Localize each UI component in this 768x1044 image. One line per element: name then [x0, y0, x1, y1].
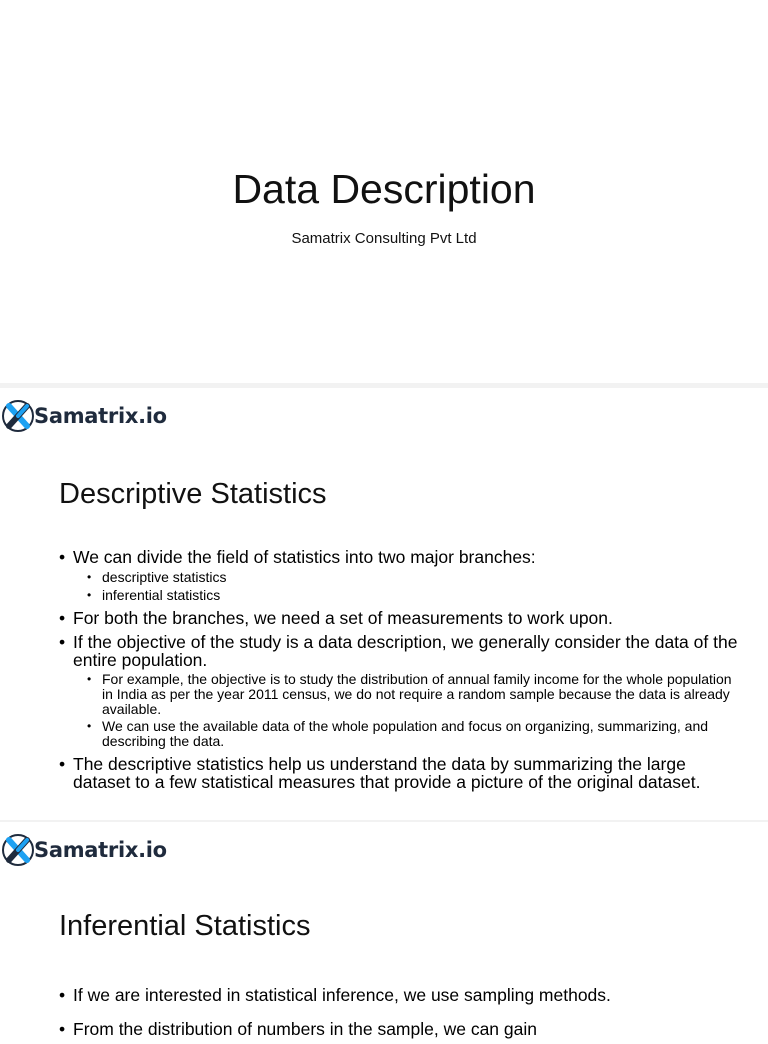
- bullet-text: If the objective of the study is a data description, we generally consider the data of the entire population.: [73, 632, 738, 670]
- sub-bullet-text: We can use the available data of the whole population and focus on organizing, summarizing, and describing the data.: [102, 718, 709, 749]
- logo-text: Samatrix.io: [34, 404, 167, 428]
- slide-title: Inferential Statistics: [59, 910, 311, 942]
- slide-subtitle: Samatrix Consulting Pvt Ltd: [291, 230, 477, 247]
- bullet-icon: •: [59, 608, 66, 628]
- bullet-icon: •: [59, 632, 66, 652]
- samatrix-logo: [2, 832, 167, 868]
- bullet-icon: •: [59, 1019, 66, 1039]
- bullet-list: [59, 986, 739, 1044]
- bullet-icon: •: [59, 754, 66, 774]
- bullet-icon: •: [87, 588, 92, 602]
- logo-text: Samatrix.io: [34, 838, 167, 862]
- sub-bullet-text: For example, the objective is to study the distribution of annual family income for the whole population in India as per the year 2011 census, we do not require a random sample because the data is already available.: [102, 671, 732, 717]
- bullet-icon: •: [59, 985, 66, 1005]
- sub-bullet-text: inferential statistics: [102, 587, 221, 603]
- sub-bullet-item: [87, 719, 739, 749]
- bullet-item: [59, 755, 739, 791]
- bullet-item: [59, 548, 739, 603]
- bullet-list: [59, 548, 739, 797]
- bullet-icon: •: [87, 719, 92, 733]
- descriptive-statistics-slide: [0, 388, 768, 820]
- bullet-icon: •: [87, 570, 92, 584]
- sub-bullet-list: [87, 569, 739, 603]
- slide-title: Descriptive Statistics: [59, 478, 327, 510]
- bullet-icon: •: [59, 547, 66, 567]
- bullet-text: For both the branches, we need a set of measurements to work upon.: [73, 608, 613, 628]
- samatrix-x-logo-icon: [2, 834, 34, 866]
- title-slide: [0, 0, 768, 383]
- bullet-item: [59, 609, 739, 627]
- bullet-item: [59, 1020, 739, 1038]
- sub-bullet-list: [87, 672, 739, 749]
- slide-title: Data Description: [232, 166, 536, 212]
- bullet-text: From the distribution of numbers in the sample, we can gain: [73, 1019, 537, 1039]
- samatrix-x-logo-icon: [2, 400, 34, 432]
- sub-bullet-item: [87, 587, 739, 603]
- bullet-text: The descriptive statistics help us understand the data by summarizing the large dataset to a few statistical measures that provide a picture of the original dataset.: [73, 754, 701, 792]
- sub-bullet-item: [87, 569, 739, 585]
- bullet-icon: •: [87, 672, 92, 686]
- inferential-statistics-slide: [0, 822, 768, 1039]
- bullet-text: If we are interested in statistical inference, we use sampling methods.: [73, 985, 611, 1005]
- samatrix-logo: [2, 398, 167, 434]
- sub-bullet-text: descriptive statistics: [102, 569, 227, 585]
- bullet-item: [59, 986, 739, 1004]
- sub-bullet-item: [87, 672, 739, 717]
- bullet-item: [59, 633, 739, 749]
- bullet-text: We can divide the field of statistics into two major branches:: [73, 547, 536, 567]
